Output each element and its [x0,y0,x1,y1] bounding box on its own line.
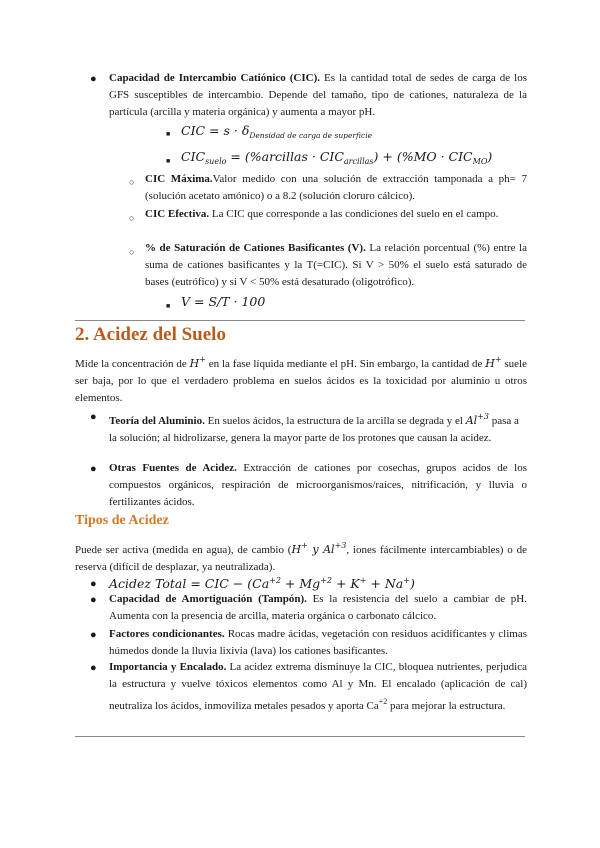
otras-fuentes-label: Otras Fuentes de Acidez. [109,462,237,474]
cic-efectiva-paragraph [145,206,527,223]
eq-at-sup4: + [403,576,410,585]
section-title-acidez: 2. Acidez del Suelo [75,324,226,345]
aluminio-text-b: pasa a la solución; al hidrolizarse, genera la mayor parte de los protones que causan la acidez. [109,415,519,444]
otras-fuentes-paragraph [109,460,527,511]
eq-at-b: + Mg [280,576,321,591]
h-sup: + [199,355,206,364]
aluminio-label: Teoría del Aluminio. [109,415,205,427]
acidez-intro-c: suele ser baja, por lo que el verdadero problema en suelos ácidos es la toxicidad por aluminio u otros elementos. [75,358,527,404]
acidez-intro-b: en la fase líquida mediante el pH. Sin embargo, la cantidad de [205,358,486,370]
saturacion-label: % de Saturación de Cationes Basificantes (V). [145,242,366,254]
cic-maxima-text: Valor medido con una solución de extracción tamponada a ph= 7 (solución acetato amónico) o a 8.2 (solución cloruro cálcico). [145,173,527,202]
eq-at-e: ) [409,576,415,591]
acidez-intro-a: Mide la concentración de [75,358,190,370]
factores-label: Factores condicionantes. [109,628,225,640]
divider [75,320,525,321]
amortiguacion-text: Es la resistencia del suelo a cambiar de pH. Aumenta con la presencia de arcilla, materia orgánica o carbonato cálcico. [109,593,528,622]
factores-paragraph [109,626,527,660]
eq2-a: CIC [181,149,206,164]
bullet-disc-icon: ● [90,411,97,423]
cic-efectiva-label: CIC Efectiva. [145,208,210,220]
bullet-disc-icon: ● [90,73,97,85]
y-word: y [307,543,324,556]
bullet-square-icon: ■ [166,302,171,310]
cic-maxima-paragraph [145,171,527,205]
eq-at-c: + K [331,576,360,591]
bullet-square-icon: ■ [166,157,171,165]
h-sup: + [494,355,502,364]
eq2-d: ) [487,149,493,164]
encalado-text-b: para mejorar la estructura. [387,700,506,712]
al-sup: +3 [334,541,347,550]
amortiguacion-label: Capacidad de Amortiguación (Tampón). [109,593,307,605]
eq-at-a: Acidez Total = CIC − (Ca [109,576,270,591]
aluminio-paragraph [109,408,527,447]
h-symbol: H [291,543,302,556]
equation-acidez-total [109,572,415,593]
aluminio-text-a: En suelos ácidos, la estructura de la arcilla se degrada y el [204,415,466,427]
eq-at-sup2: +2 [320,576,332,585]
equation-cic-suelo [181,148,492,171]
otras-fuentes-text: Extracción de cationes por cosechas, grupos acidos de los compuestos orgánicos, respiración de microorganismos/raíces, nitrificación, y lluvia o fertilizantes ácidos. [109,462,528,508]
bullet-disc-icon: ● [90,662,97,674]
al-symbol: Al [323,543,335,556]
eq1-left: CIC = s · δ [181,123,250,138]
cic-paragraph [109,70,527,121]
subsection-title-tipos: Tipos de Acidez [75,513,169,528]
cic-efectiva-text: La CIC que corresponde a las condiciones del suelo en el campo. [209,208,499,220]
factores-text: Rocas madre ácidas, vegetación con residuos acidificantes y climas húmedos donde la lluvia lixivia (lava) los cationes basificantes. [109,628,527,657]
eq3: V = S/T · 100 [181,294,266,309]
bullet-disc-icon: ● [90,594,97,606]
al-symbol: Al [465,414,478,427]
bullet-circle-icon: ○ [129,213,135,223]
bullet-circle-icon: ○ [129,177,135,187]
tipos-intro-paragraph [75,537,527,576]
eq2-b: = (%arcillas · CIC [226,149,344,164]
eq1-sub: Densidad de carga de superficie [249,131,373,140]
eq2-a-sub: suelo [205,157,227,166]
cic-maxima-label: CIC Máxima. [145,173,213,185]
h-symbol: H [485,357,495,370]
h-symbol: H [189,357,200,370]
cic-text: Es la cantidad total de sedes de carga de los GFS susceptibles de intercambio. Depende del tamaño, tipo de cationes, naturaleza de la partícula (arcilla y materia orgánica) y aumenta a mayor pH. [109,72,527,118]
saturacion-text: La relación porcentual (%) entre la suma de cationes basificantes y la T(=CIC). Si V > 50% el suelo está saturado de bases (eutrófico) y si V < 50% está desaturado (oligotrófico). [145,242,527,288]
tipos-intro-a: Puede ser activa (medida en agua), de cambio ( [75,544,292,556]
saturacion-paragraph [145,240,527,291]
bullet-square-icon: ■ [166,130,171,138]
h-sup: + [301,541,308,550]
eq2-c-sub: MO [472,157,488,166]
ca-sup: +2 [378,697,388,706]
eq2-c: ) + (%MO · CIC [373,149,473,164]
acidez-intro-paragraph [75,351,527,407]
bullet-circle-icon: ○ [129,247,135,257]
encalado-paragraph [109,659,527,715]
eq2-b-sub: arcillas [343,157,374,166]
al-sup: +3 [477,412,489,421]
bullet-disc-icon: ● [90,578,97,590]
tipos-intro-b: , iones fácilmente intercambiables) o de reserva (difícil de desplazar, ya neutralizada). [75,544,527,573]
eq-at-sup1: +2 [269,576,281,585]
eq-at-d: + Na [366,576,404,591]
encalado-label: Importancia y Encalado. [109,661,227,673]
equation-saturacion [181,293,265,311]
encalado-text-a: La acidez extrema disminuye la CIC, bloquea nutrientes, perjudica la estructura y vuelve tóxicos elementos como Al y Mn. El encalado (aplicación de cal) neutraliza los ácidos, inmoviliza metales pesados y aporta Ca [109,661,527,712]
amortiguacion-paragraph [109,591,527,625]
bullet-disc-icon: ● [90,629,97,641]
cic-label: Capacidad de Intercambio Catiónico (CIC). [109,72,320,84]
bullet-disc-icon: ● [90,463,97,475]
divider [75,736,525,737]
equation-cic [181,122,372,145]
eq-at-sup3: + [359,576,367,585]
